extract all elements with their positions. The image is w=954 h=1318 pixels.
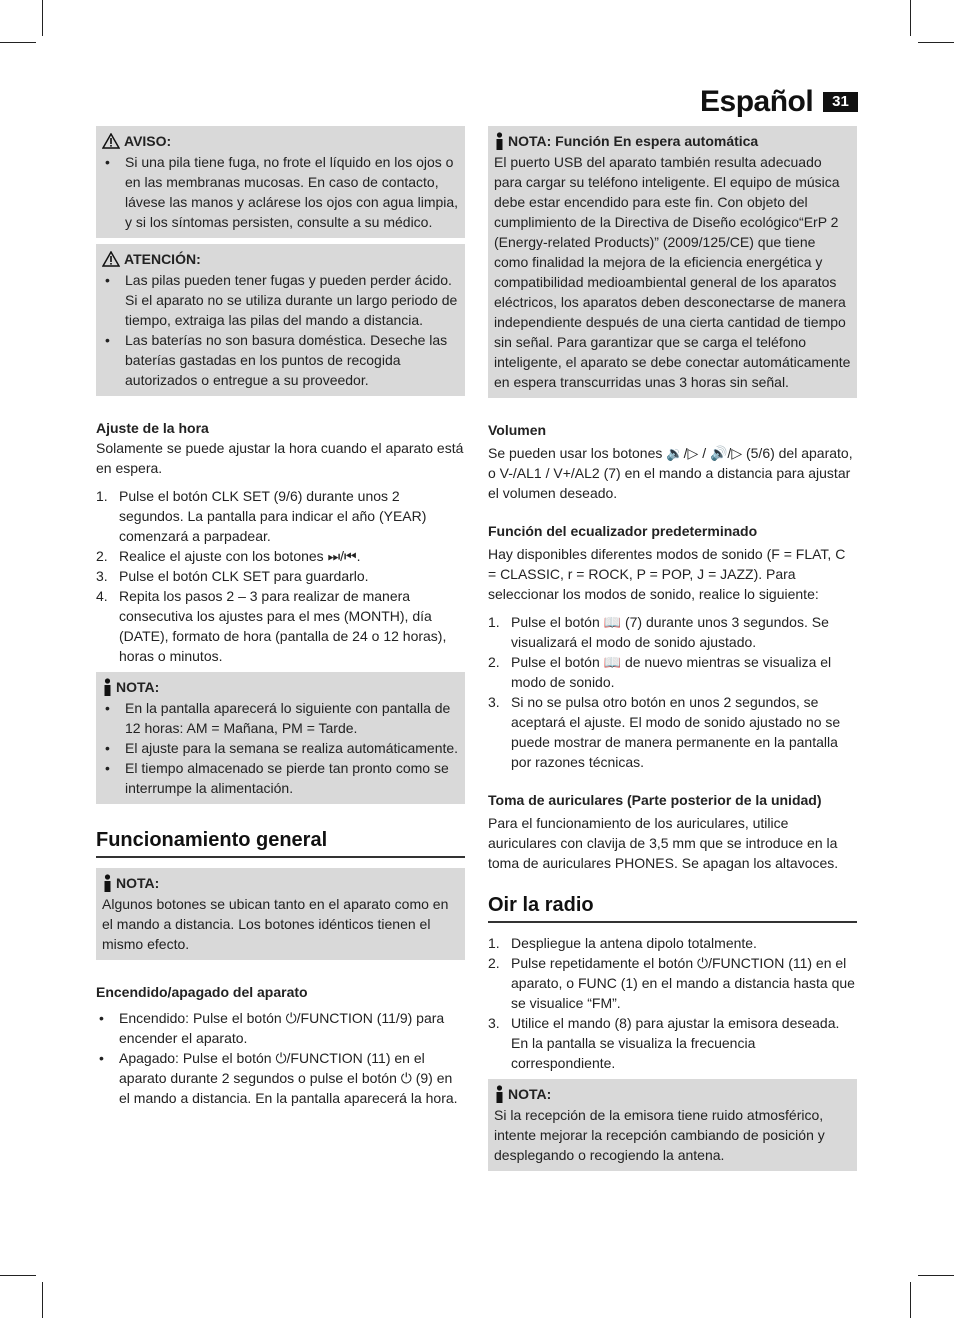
info-icon (102, 678, 113, 696)
warning-box (96, 126, 465, 238)
crop-mark (918, 1275, 954, 1276)
list-item: 3. Utilice el mando (8) para ajustar la emisora deseada. En la pantalla se visualiza la frecuencia correspondiente. (488, 1015, 840, 1071)
paragraph: Para el funcionamiento de los auriculares, utilice auriculares con clavija de 3,5 mm que se introduce en la toma de auriculares PHONES. Se apagan los altavoces. (488, 815, 839, 871)
info-icon (494, 132, 505, 150)
info-icon (494, 1085, 505, 1103)
crop-mark (910, 0, 911, 36)
note-text: El puerto USB del aparato también resulta adecuado para cargar su teléfono inteligente. El equipo de música debe estar encendido para este fin. Con objeto del cumplimiento de la Directiva de Diseño ecológico“ErP 2 (Energy-related Products)” (2009/125/CE) que tiene como finalidad la mejora de la eficiencia energética y compatibilidad medioambiental general de los aparatos eléctricos, los aparatos deben desconectarse de manera independiente después de una cierta cantidad de tiempo sin señal. Para garantizar que se carga el teléfono inteligente, el aparato se debe conectar automáticamente en espera transcurridas unas 3 horas sin señal. (494, 154, 851, 390)
note-title: NOTA: (116, 875, 160, 891)
note-box-radio (488, 1079, 857, 1171)
note-list (102, 698, 459, 798)
note-title: NOTA: Función En espera automática (508, 133, 759, 149)
paragraph: Solamente se puede ajustar la hora cuando el aparato está en espera. (96, 440, 464, 476)
list-item: • Apagado: Pulse el botón ⏻/FUNCTION (11) en el aparato durante 2 segundos o pulse el botón ⏻ (9) en el mando a distancia. En la pantalla aparecerá la hora. (96, 1048, 465, 1108)
list-item: 3. Pulse el botón CLK SET para guardarlo. (96, 568, 369, 584)
attention-list (102, 270, 459, 390)
note-box (96, 868, 465, 960)
list-item: 2. Realice el ajuste con los botones ⏭/⏮. (96, 548, 361, 564)
note-box (96, 672, 465, 804)
list-item: 4. Repita los pasos 2 – 3 para realizar de manera consecutiva los ajustes para el mes (MONTH), día (DATE), formato de hora (pantalla de 24 o 12 horas), horas o minutos. (96, 588, 447, 664)
section-heading-headphones: Toma de auriculares (Parte posterior de la unidad) (488, 792, 822, 808)
page-number: 31 (823, 92, 858, 112)
radio-steps (488, 933, 857, 1073)
page-language-title: Español (700, 85, 814, 118)
attention-title: ATENCIÓN: (124, 251, 201, 267)
crop-mark (42, 0, 43, 36)
section-heading-equalizer: Función del ecualizador predeterminado (488, 523, 758, 539)
section-heading-radio: Oir la radio (488, 891, 857, 923)
crop-mark (42, 1282, 43, 1318)
crop-mark (910, 1282, 911, 1318)
crop-mark (0, 42, 36, 43)
paragraph: Hay disponibles diferentes modos de sonido (F = FLAT, C = CLASSIC, r = ROCK, P = POP, J = JAZZ). Para seleccionar los modos de sonido, realice lo siguiente: (488, 546, 846, 602)
left-column (96, 126, 465, 1108)
section-heading-general-operation: Funcionamiento general (96, 826, 465, 858)
equalizer-steps (488, 612, 857, 772)
section-heading-time-setting: Ajuste de la hora (96, 420, 209, 436)
warning-triangle-icon (102, 133, 120, 149)
crop-mark (0, 1275, 36, 1276)
list-item: 3. Si no se pulsa otro botón en unos 2 segundos, se aceptará el ajuste. El modo de sonido ajustado no se puede mostrar de manera permanente en la pantalla por razones técnicas. (488, 694, 841, 770)
list-item: 1. Pulse el botón CLK SET (9/6) durante unos 2 segundos. La pantalla para indicar el año (YEAR) comenzará a parpadear. (96, 488, 427, 544)
list-item: 1. Pulse el botón 📖 (7) durante unos 3 segundos. Se visualizará el modo de sonido ajustado. (488, 614, 829, 650)
paragraph: Se pueden usar los botones 🔉/▷ / 🔊/▷ (5/6) del aparato, o V-/AL1 / V+/AL2 (7) en el mando a distancia para ajustar el volumen deseado. (488, 445, 853, 501)
warning-list (102, 152, 459, 232)
power-list (96, 1008, 465, 1108)
section-heading-volume: Volumen (488, 422, 547, 438)
warning-triangle-icon (102, 251, 120, 267)
note-text: Algunos botones se ubican tanto en el aparato como en el mando a distancia. Los botones idénticos tienen el mismo efecto. (102, 896, 449, 952)
list-item: • Las pilas pueden tener fugas y pueden perder ácido. Si el aparato no se utiliza durante un largo periodo de tiempo, extraiga las pilas del mando a distancia. (102, 270, 459, 330)
list-item: • En la pantalla aparecerá lo siguiente con pantalla de 12 horas: AM = Mañana, PM = Tarde. (102, 698, 459, 738)
crop-mark (918, 42, 954, 43)
list-item: • Si una pila tiene fuga, no frote el líquido en los ojos o en las membranas mucosas. En caso de contacto, lávese las manos y aclárese los ojos con agua limpia, y si los síntomas persisten, consulte a su médico. (102, 152, 459, 232)
list-item: • Las baterías no son basura doméstica. Deseche las baterías gastadas en los puntos de recogida autorizados o entregue a su proveedor. (102, 330, 459, 390)
right-column (488, 126, 857, 1171)
note-title: NOTA: (508, 1086, 552, 1102)
info-icon (102, 874, 113, 892)
note-box-standby (488, 126, 857, 398)
list-item: 2. Pulse repetidamente el botón ⏻/FUNCTION (11) en el aparato, o FUNC (1) en el mando a distancia hasta que se visualice “FM”. (488, 955, 855, 1011)
list-item: • El ajuste para la semana se realiza automáticamente. (102, 738, 459, 758)
list-item: 1. Despliegue la antena dipolo totalmente. (488, 935, 757, 951)
time-setting-steps (96, 486, 465, 666)
list-item: • Encendido: Pulse el botón ⏻/FUNCTION (11/9) para encender el aparato. (96, 1008, 465, 1048)
list-item: 2. Pulse el botón 📖 de nuevo mientras se visualiza el modo de sonido. (488, 654, 832, 690)
note-title: NOTA: (116, 679, 160, 695)
section-heading-power: Encendido/apagado del aparato (96, 984, 308, 1000)
warning-title: AVISO: (124, 133, 172, 149)
note-text: Si la recepción de la emisora tiene ruido atmosférico, intente mejorar la recepción cambiando de posición y desplegando o recogiendo la antena. (494, 1107, 825, 1163)
list-item: • El tiempo almacenado se pierde tan pronto como se interrumpe la alimentación. (102, 758, 459, 798)
attention-box (96, 244, 465, 396)
